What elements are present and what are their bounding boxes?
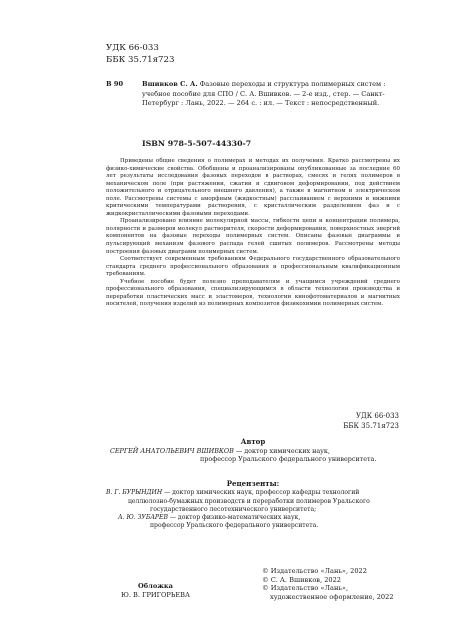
- udc-header: [106, 42, 174, 66]
- abstract-paragraph: Учебное пособие будет полезно преподавателям и учащимся учреждений среднего профессионального образования, специализирующимся в области технологии производства и переработки пластических масс и эластомеров, технологии кинофотоматериалов и магнитных носителей, получения изделий из полимерных композитов физикохимии полимерных систем.: [106, 278, 400, 308]
- udc-code: УДК 66-033: [106, 43, 159, 53]
- reviewer-name: В. Г. БУРЫНДИН: [106, 489, 163, 497]
- copyright-line: художественное оформление, 2022: [270, 593, 394, 602]
- copyright-line: © С. А. Вшивков, 2022: [262, 575, 341, 584]
- reviewer-1-cont: целлюлозно-бумажных производств и переработки полимеров Уральского: [128, 497, 370, 505]
- reviewer-name: А. Ю. ЗУБАРЕВ: [118, 514, 168, 522]
- cover-label: Обложка: [138, 582, 173, 590]
- catalog-author: Вшивков С. А.: [142, 80, 198, 88]
- author-name: СЕРГЕЙ АНАТОЛЬЕВИЧ ВШИВКОВ: [110, 446, 234, 455]
- abstract: [106, 158, 400, 309]
- reviewers-block: [106, 480, 400, 531]
- cover-credit: [121, 582, 190, 599]
- bbk-code: ББК 35.71я723: [106, 55, 175, 65]
- catalog-title: Фазовые переходы и структура полимерных систем : учебное пособие для СПО / С. А. Вшивков. — 2-е изд., стер. — Санкт-Петербург : Лань, 2022. — 264 с. : ил. — Текст : непосредственный.: [142, 80, 386, 108]
- abstract-paragraph: Соответствует современным требованиям Федерального государственного образовательного стандарта среднего профессионального образования и профессиональным квалификационным требованиям.: [106, 256, 400, 278]
- author-position: профессор Уральского федерального университета.: [200, 455, 377, 464]
- copyright-line: © Издательство «Лань», 2022: [262, 567, 367, 575]
- bbk-code-bottom: ББК 35.71я723: [343, 421, 399, 430]
- udc-code-bottom: УДК 66-033: [355, 412, 399, 420]
- author-degree: — доктор химических наук,: [233, 446, 330, 455]
- reviewers-heading: Рецензенты:: [226, 479, 280, 488]
- abstract-paragraph: Проанализировано влияние молекулярной массы, гибкости цепи и концентрации полимера, полярности и размеров молекул растворителя, скорости деформирования, поверхностных энергий компонентов на фазовые переходы полимерных систем. Описаны фазовые диаграммы и пульсирующий механизм фазового распада гелей сшитых полимеров. Рассмотрены методы построения фазовых диаграмм полимерных систем.: [106, 218, 400, 255]
- copyright-block: [262, 567, 394, 602]
- reviewer-desc: — доктор физико-математических наук,: [167, 514, 301, 522]
- catalog-entry: [106, 80, 398, 109]
- reviewer-1-cont: государственного лесотехнического университета;: [150, 505, 317, 513]
- isbn: ISBN 978-5-507-44330-7: [142, 139, 252, 148]
- catalog-code: В 90: [106, 80, 124, 88]
- abstract-paragraph: Приведены общие сведения о полимерах и методах их получения. Кратко рассмотрены их физико-химические свойства. Обобщены и проанализированы опубликованные за последние 60 лет результаты исследования фазовых переходов в растворах, смесях и гелях полимеров в механическом поле (при растяжении, сжатии и сдвиговом деформировании, под действием положительного и отрицательного внешнего давления), а также в магнитном и электрическом поле. Рассмотрены системы с аморфным (жидкостным) расслаиванием с верхними и нижними критическими температурами растворения, с кристаллическим разделением фаз и с жидкокристаллическими фазовыми переходами.: [106, 158, 400, 217]
- catalog-description: [142, 80, 398, 109]
- udc-footer: [343, 412, 399, 431]
- cover-designer: Ю. В. ГРИГОРЬЕВА: [121, 590, 190, 599]
- author-heading: Автор: [240, 437, 266, 446]
- reviewer-2: [106, 514, 400, 522]
- reviewer-2-cont: профессор Уральского федерального университета.: [150, 522, 319, 530]
- copyright-line: © Издательство «Лань»,: [262, 584, 349, 593]
- author-line: [106, 447, 400, 456]
- reviewer-1: [106, 489, 400, 497]
- reviewer-desc: — доктор химических наук, профессор кафедры технологий: [162, 489, 360, 497]
- author-block: [106, 438, 400, 464]
